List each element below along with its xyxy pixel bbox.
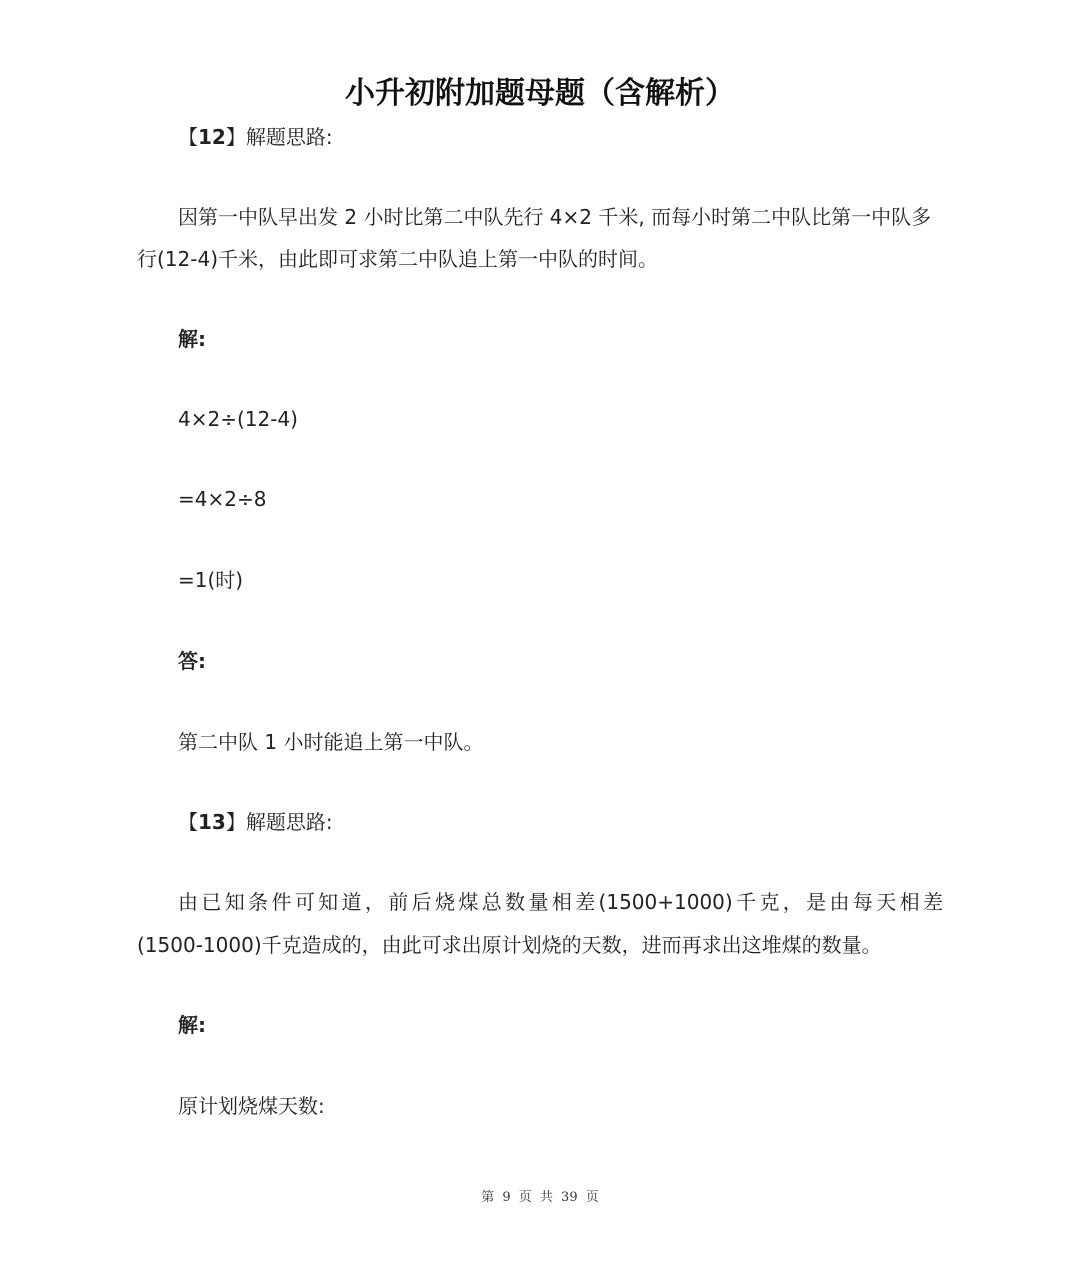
section-12-reasoning-line-2: 行(12-4)千米，由此即可求第二中队追上第一中队的时间。 (137, 247, 658, 271)
section-12-step-1: 4×2÷(12-4) (178, 407, 298, 431)
bracket-close: 】 (225, 810, 246, 834)
problem-number: 12 (198, 125, 226, 149)
section-13-heading (178, 808, 333, 836)
section-13-solution-label: 解: (178, 1013, 206, 1037)
problem-number: 13 (198, 810, 226, 834)
bracket-close: 】 (225, 125, 246, 149)
bracket-open: 【 (178, 810, 198, 834)
page-title: 小升初附加题母题（含解析） (345, 76, 735, 111)
section-12-reasoning-line-1: 因第一中队早出发 2 小时比第二中队先行 4×2 千米, 而每小时第二中队比第一中队多 (178, 205, 932, 229)
section-13-reasoning-line-1: 由已知条件可知道，前后烧煤总数量相差(1500+1000)千克，是由每天相差 (178, 890, 943, 914)
section-13-reasoning-line-2: (1500-1000)千克造成的，由此可求出原计划烧的天数，进而再求出这堆煤的数量。 (137, 933, 882, 957)
section-12-answer-label: 答: (178, 649, 206, 673)
section-13-step-1: 原计划烧煤天数: (178, 1094, 325, 1118)
section-12-step-3: =1(时) (178, 568, 244, 592)
page-footer: 第 9 页 共 39 页 (481, 1190, 599, 1205)
section-12-heading (178, 123, 333, 151)
heading-text: 解题思路: (245, 125, 333, 149)
heading-text: 解题思路: (245, 810, 333, 834)
section-12-answer-text: 第二中队 1 小时能追上第一中队。 (178, 730, 484, 754)
bracket-open: 【 (178, 125, 198, 149)
section-12-step-2: =4×2÷8 (178, 487, 267, 511)
section-12-solution-label: 解: (178, 327, 206, 351)
